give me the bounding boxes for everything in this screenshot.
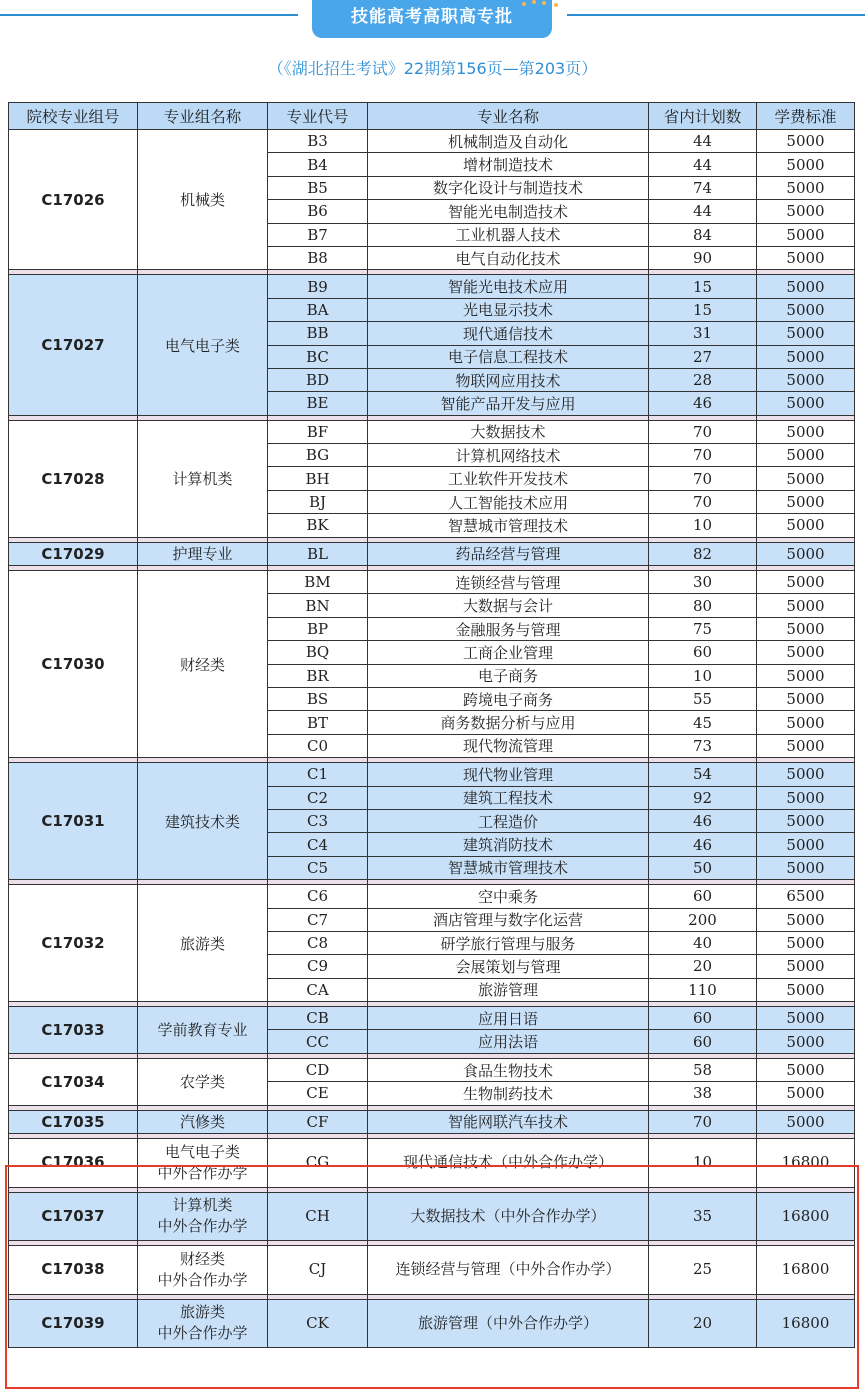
tuition-fee: 5000 <box>757 978 855 1001</box>
major-name: 金融服务与管理 <box>368 617 649 640</box>
tuition-fee: 5000 <box>757 514 855 537</box>
tuition-fee: 5000 <box>757 275 855 298</box>
tuition-fee: 5000 <box>757 345 855 368</box>
major-code: BP <box>268 617 368 640</box>
major-name: 建筑工程技术 <box>368 786 649 809</box>
tuition-fee: 5000 <box>757 809 855 832</box>
tuition-fee: 5000 <box>757 1058 855 1081</box>
admission-plan-table <box>8 102 855 1348</box>
table-row <box>9 885 855 908</box>
column-header: 专业名称 <box>368 103 649 130</box>
group-name <box>138 1192 268 1241</box>
group-name-line2: 中外合作办学 <box>157 1270 248 1289</box>
plan-count: 35 <box>649 1192 757 1241</box>
major-code: C1 <box>268 763 368 786</box>
major-name: 人工智能技术应用 <box>368 490 649 513</box>
tuition-fee: 5000 <box>757 1007 855 1030</box>
major-name: 电子商务 <box>368 664 649 687</box>
group-name <box>138 1246 268 1295</box>
plan-count: 10 <box>649 1139 757 1188</box>
major-code: C5 <box>268 856 368 879</box>
major-code: C8 <box>268 931 368 954</box>
plan-count: 92 <box>649 786 757 809</box>
plan-count: 46 <box>649 833 757 856</box>
tuition-fee: 5000 <box>757 711 855 734</box>
major-code: B3 <box>268 130 368 153</box>
major-code: BM <box>268 571 368 594</box>
plan-count: 46 <box>649 809 757 832</box>
tuition-fee: 5000 <box>757 420 855 443</box>
group-id: C17036 <box>9 1139 138 1188</box>
group-name-line1: 电气电子类 <box>164 1142 240 1161</box>
major-code: BC <box>268 345 368 368</box>
table-row <box>9 1139 855 1188</box>
major-code: BE <box>268 392 368 415</box>
tuition-fee: 5000 <box>757 153 855 176</box>
table-body <box>9 130 855 1348</box>
plan-count: 10 <box>649 514 757 537</box>
plan-count: 70 <box>649 467 757 490</box>
plan-count: 74 <box>649 176 757 199</box>
major-name: 计算机网络技术 <box>368 444 649 467</box>
tuition-fee: 5000 <box>757 908 855 931</box>
group-name: 农学类 <box>138 1058 268 1105</box>
major-code: CK <box>268 1299 368 1348</box>
tuition-fee: 5000 <box>757 542 855 565</box>
group-name-line1: 计算机类 <box>172 1196 233 1215</box>
column-header: 专业组名称 <box>138 103 268 130</box>
table-row <box>9 1246 855 1295</box>
major-code: C2 <box>268 786 368 809</box>
plan-count: 20 <box>649 955 757 978</box>
major-code: BG <box>268 444 368 467</box>
column-header: 院校专业组号 <box>9 103 138 130</box>
major-name: 智能光电制造技术 <box>368 200 649 223</box>
major-code: CD <box>268 1058 368 1081</box>
major-name: 光电显示技术 <box>368 298 649 321</box>
major-name: 智能网联汽车技术 <box>368 1110 649 1133</box>
tuition-fee: 5000 <box>757 833 855 856</box>
plan-count: 70 <box>649 444 757 467</box>
group-id: C17034 <box>9 1058 138 1105</box>
plan-count: 40 <box>649 931 757 954</box>
plan-count: 27 <box>649 345 757 368</box>
tuition-fee: 5000 <box>757 1082 855 1105</box>
major-code: C4 <box>268 833 368 856</box>
plan-count: 73 <box>649 734 757 757</box>
tuition-fee: 5000 <box>757 687 855 710</box>
major-name: 会展策划与管理 <box>368 955 649 978</box>
major-code: C6 <box>268 885 368 908</box>
group-id: C17039 <box>9 1299 138 1348</box>
plan-count: 15 <box>649 298 757 321</box>
major-name: 现代通信技术（中外合作办学） <box>368 1139 649 1188</box>
major-name: 现代通信技术 <box>368 322 649 345</box>
group-name: 汽修类 <box>138 1110 268 1133</box>
major-name: 应用日语 <box>368 1007 649 1030</box>
major-code: CC <box>268 1030 368 1053</box>
major-code: BT <box>268 711 368 734</box>
tuition-fee: 5000 <box>757 786 855 809</box>
column-header: 专业代号 <box>268 103 368 130</box>
major-name: 应用法语 <box>368 1030 649 1053</box>
tuition-fee: 16800 <box>757 1139 855 1188</box>
major-name: 机械制造及自动化 <box>368 130 649 153</box>
major-name: 数字化设计与制造技术 <box>368 176 649 199</box>
tuition-fee: 16800 <box>757 1299 855 1348</box>
header-divider-right <box>567 14 865 16</box>
major-code: CB <box>268 1007 368 1030</box>
plan-count: 75 <box>649 617 757 640</box>
plan-count: 70 <box>649 1110 757 1133</box>
group-id: C17030 <box>9 571 138 758</box>
decorative-dots <box>518 0 568 8</box>
header-divider-left <box>0 14 298 16</box>
major-code: B7 <box>268 223 368 246</box>
plan-count: 50 <box>649 856 757 879</box>
major-code: BL <box>268 542 368 565</box>
plan-count: 44 <box>649 153 757 176</box>
major-name: 连锁经营与管理 <box>368 571 649 594</box>
tuition-fee: 5000 <box>757 368 855 391</box>
tuition-fee: 5000 <box>757 298 855 321</box>
major-name: 跨境电子商务 <box>368 687 649 710</box>
major-code: B4 <box>268 153 368 176</box>
table-row <box>9 130 855 153</box>
major-code: CJ <box>268 1246 368 1295</box>
table-row <box>9 763 855 786</box>
major-name: 智能光电技术应用 <box>368 275 649 298</box>
major-name: 工业软件开发技术 <box>368 467 649 490</box>
major-code: BF <box>268 420 368 443</box>
major-code: B5 <box>268 176 368 199</box>
column-header: 省内计划数 <box>649 103 757 130</box>
major-name: 旅游管理 <box>368 978 649 1001</box>
plan-count: 70 <box>649 490 757 513</box>
major-name: 工商企业管理 <box>368 641 649 664</box>
major-name: 药品经营与管理 <box>368 542 649 565</box>
major-code: BR <box>268 664 368 687</box>
tuition-fee: 5000 <box>757 200 855 223</box>
plan-count: 28 <box>649 368 757 391</box>
table-header-row <box>9 103 855 130</box>
major-code: BN <box>268 594 368 617</box>
major-name: 大数据技术 <box>368 420 649 443</box>
major-name: 食品生物技术 <box>368 1058 649 1081</box>
table-row <box>9 1192 855 1241</box>
major-name: 电子信息工程技术 <box>368 345 649 368</box>
group-name: 电气电子类 <box>138 275 268 415</box>
major-name: 研学旅行管理与服务 <box>368 931 649 954</box>
major-name: 电气自动化技术 <box>368 246 649 269</box>
major-code: B9 <box>268 275 368 298</box>
plan-count: 20 <box>649 1299 757 1348</box>
group-id: C17028 <box>9 420 138 537</box>
major-code: C9 <box>268 955 368 978</box>
major-code: C3 <box>268 809 368 832</box>
tuition-fee: 5000 <box>757 641 855 664</box>
tuition-fee: 5000 <box>757 734 855 757</box>
major-name: 生物制药技术 <box>368 1082 649 1105</box>
group-name: 财经类 <box>138 571 268 758</box>
major-code: C0 <box>268 734 368 757</box>
major-name: 大数据技术（中外合作办学） <box>368 1192 649 1241</box>
major-name: 建筑消防技术 <box>368 833 649 856</box>
table-row <box>9 571 855 594</box>
plan-count: 31 <box>649 322 757 345</box>
plan-count: 60 <box>649 1007 757 1030</box>
major-name: 酒店管理与数字化运营 <box>368 908 649 931</box>
tuition-fee: 5000 <box>757 763 855 786</box>
tuition-fee: 5000 <box>757 955 855 978</box>
group-name: 计算机类 <box>138 420 268 537</box>
tuition-fee: 5000 <box>757 392 855 415</box>
major-name: 智慧城市管理技术 <box>368 514 649 537</box>
group-id: C17027 <box>9 275 138 415</box>
table-row <box>9 1110 855 1133</box>
major-code: BK <box>268 514 368 537</box>
group-name: 机械类 <box>138 130 268 270</box>
plan-count: 82 <box>649 542 757 565</box>
major-code: CG <box>268 1139 368 1188</box>
tuition-fee: 16800 <box>757 1246 855 1295</box>
major-name: 现代物业管理 <box>368 763 649 786</box>
tuition-fee: 5000 <box>757 571 855 594</box>
plan-count: 54 <box>649 763 757 786</box>
plan-count: 44 <box>649 130 757 153</box>
major-code: BQ <box>268 641 368 664</box>
page-title: 技能高考高职高专批 <box>312 0 552 38</box>
tuition-fee: 5000 <box>757 246 855 269</box>
major-name: 工业机器人技术 <box>368 223 649 246</box>
group-id: C17033 <box>9 1007 138 1054</box>
major-code: BS <box>268 687 368 710</box>
group-id: C17032 <box>9 885 138 1002</box>
plan-count: 44 <box>649 200 757 223</box>
plan-count: 25 <box>649 1246 757 1295</box>
group-id: C17035 <box>9 1110 138 1133</box>
tuition-fee: 5000 <box>757 130 855 153</box>
major-code: CF <box>268 1110 368 1133</box>
column-header: 学费标准 <box>757 103 855 130</box>
table-row <box>9 542 855 565</box>
major-code: B8 <box>268 246 368 269</box>
major-code: BD <box>268 368 368 391</box>
major-name: 工程造价 <box>368 809 649 832</box>
plan-count: 38 <box>649 1082 757 1105</box>
major-code: BA <box>268 298 368 321</box>
plan-count: 30 <box>649 571 757 594</box>
group-name-line2: 中外合作办学 <box>157 1163 248 1182</box>
plan-count: 10 <box>649 664 757 687</box>
group-id: C17031 <box>9 763 138 880</box>
group-name-line2: 中外合作办学 <box>157 1324 248 1343</box>
group-id: C17026 <box>9 130 138 270</box>
tuition-fee: 5000 <box>757 467 855 490</box>
tuition-fee: 5000 <box>757 664 855 687</box>
table-row <box>9 420 855 443</box>
major-code: C7 <box>268 908 368 931</box>
table-row <box>9 1299 855 1348</box>
plan-count: 55 <box>649 687 757 710</box>
major-code: CE <box>268 1082 368 1105</box>
tuition-fee: 5000 <box>757 176 855 199</box>
tuition-fee: 5000 <box>757 490 855 513</box>
major-name: 旅游管理（中外合作办学） <box>368 1299 649 1348</box>
plan-count: 60 <box>649 885 757 908</box>
group-name-line1: 财经类 <box>179 1249 225 1268</box>
plan-count: 60 <box>649 1030 757 1053</box>
plan-count: 45 <box>649 711 757 734</box>
tuition-fee: 5000 <box>757 1030 855 1053</box>
plan-count: 90 <box>649 246 757 269</box>
major-name: 物联网应用技术 <box>368 368 649 391</box>
group-id: C17029 <box>9 542 138 565</box>
major-name: 商务数据分析与应用 <box>368 711 649 734</box>
group-name: 旅游类 <box>138 885 268 1002</box>
tuition-fee: 5000 <box>757 223 855 246</box>
source-note: （《湖北招生考试》22期第156页—第203页） <box>267 59 598 78</box>
table-row <box>9 1058 855 1081</box>
group-name: 建筑技术类 <box>138 763 268 880</box>
group-id: C17037 <box>9 1192 138 1241</box>
major-name: 现代物流管理 <box>368 734 649 757</box>
tuition-fee: 5000 <box>757 322 855 345</box>
major-name: 空中乘务 <box>368 885 649 908</box>
tuition-fee: 5000 <box>757 617 855 640</box>
major-code: BH <box>268 467 368 490</box>
table-row <box>9 1007 855 1030</box>
plan-count: 110 <box>649 978 757 1001</box>
group-id: C17038 <box>9 1246 138 1295</box>
plan-count: 58 <box>649 1058 757 1081</box>
plan-count: 80 <box>649 594 757 617</box>
major-name: 智慧城市管理技术 <box>368 856 649 879</box>
major-code: BB <box>268 322 368 345</box>
plan-count: 84 <box>649 223 757 246</box>
group-name: 护理专业 <box>138 542 268 565</box>
major-name: 增材制造技术 <box>368 153 649 176</box>
plan-count: 60 <box>649 641 757 664</box>
major-name: 智能产品开发与应用 <box>368 392 649 415</box>
plan-count: 70 <box>649 420 757 443</box>
tuition-fee: 5000 <box>757 1110 855 1133</box>
group-name: 学前教育专业 <box>138 1007 268 1054</box>
tuition-fee: 5000 <box>757 931 855 954</box>
tuition-fee: 5000 <box>757 856 855 879</box>
major-code: CH <box>268 1192 368 1241</box>
tuition-fee: 6500 <box>757 885 855 908</box>
tuition-fee: 16800 <box>757 1192 855 1241</box>
table-row <box>9 275 855 298</box>
major-code: B6 <box>268 200 368 223</box>
major-code: BJ <box>268 490 368 513</box>
major-name: 连锁经营与管理（中外合作办学） <box>368 1246 649 1295</box>
group-name <box>138 1139 268 1188</box>
group-name-line1: 旅游类 <box>179 1303 225 1322</box>
plan-count: 15 <box>649 275 757 298</box>
group-name-line2: 中外合作办学 <box>157 1217 248 1236</box>
group-name <box>138 1299 268 1348</box>
major-code: CA <box>268 978 368 1001</box>
major-name: 大数据与会计 <box>368 594 649 617</box>
plan-count: 200 <box>649 908 757 931</box>
plan-count: 46 <box>649 392 757 415</box>
tuition-fee: 5000 <box>757 594 855 617</box>
tuition-fee: 5000 <box>757 444 855 467</box>
